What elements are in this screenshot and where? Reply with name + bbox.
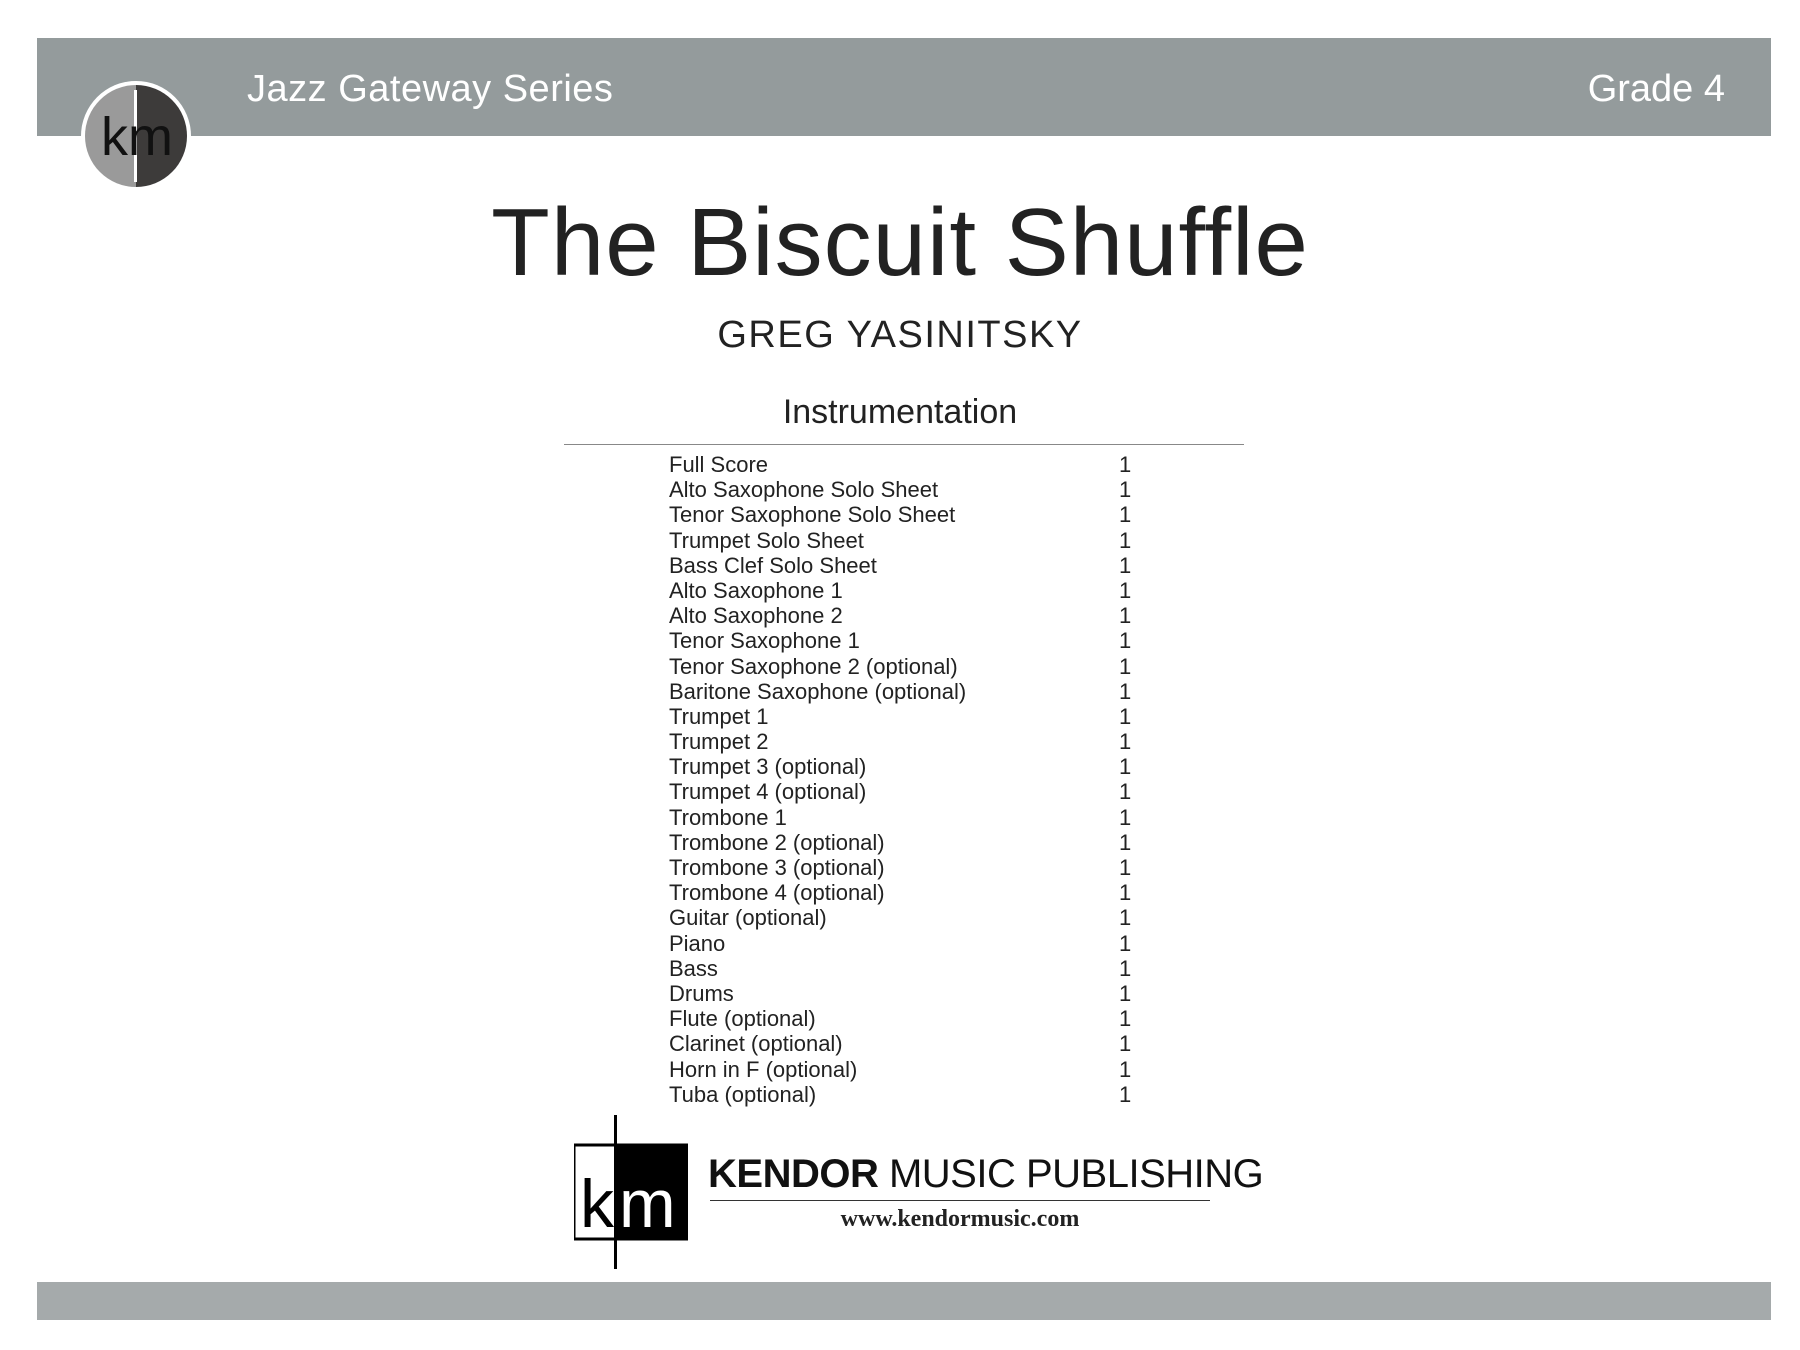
instrumentation-heading: Instrumentation	[782, 393, 1018, 431]
instrument-name: Bass Clef Solo Sheet	[669, 552, 877, 578]
instrument-name: Alto Saxophone 1	[669, 577, 843, 603]
instrument-count: 1	[1119, 855, 1132, 880]
instrument-count: 1	[1119, 905, 1132, 931]
instrument-name: Tenor Saxophone 2 (optional)	[669, 653, 958, 679]
instrument-name: Clarinet (optional)	[669, 1031, 843, 1057]
instrument-name: Tenor Saxophone Solo Sheet	[669, 502, 956, 528]
instrument-count: 1	[1119, 452, 1132, 477]
footer-band	[37, 1282, 1771, 1320]
kendor-logo-k: k	[580, 1166, 614, 1242]
publisher-divider	[710, 1200, 1210, 1201]
instrumentation-divider	[564, 444, 1244, 445]
instrument-count: 1	[1119, 552, 1132, 578]
instrument-count: 1	[1119, 1081, 1132, 1107]
instrumentation-row	[669, 1006, 1149, 1031]
instrument-count: 1	[1119, 502, 1132, 528]
instrumentation-row	[669, 477, 1149, 502]
instrumentation-row	[669, 855, 1149, 880]
instrument-name: Trumpet Solo Sheet	[669, 527, 864, 553]
instrument-count: 1	[1119, 829, 1132, 855]
composer-name: GREG YASINITSKY	[717, 314, 1083, 356]
instrument-name: Horn in F (optional)	[669, 1056, 858, 1082]
instrument-name: Piano	[669, 930, 726, 956]
instrumentation-row	[669, 654, 1149, 679]
km-circle-text: km	[101, 107, 173, 167]
publisher-name-bold: KENDOR	[708, 1152, 879, 1196]
kendor-logo-m: m	[619, 1166, 676, 1242]
instrument-name: Trombone 3 (optional)	[669, 855, 885, 880]
instrument-count: 1	[1119, 1056, 1132, 1082]
instrumentation-row	[669, 779, 1149, 804]
instrument-count: 1	[1119, 703, 1132, 729]
instrument-name: Tenor Saxophone 1	[669, 628, 860, 654]
instrument-name: Trumpet 4 (optional)	[669, 779, 867, 805]
instrument-count: 1	[1119, 804, 1132, 830]
instrument-name: Trombone 4 (optional)	[669, 880, 885, 906]
publisher-name-rest: MUSIC PUBLISHING	[878, 1152, 1264, 1196]
instrument-count: 1	[1119, 477, 1132, 503]
instrumentation-row	[669, 578, 1149, 603]
instrument-name: Alto Saxophone 2	[669, 603, 843, 629]
instrumentation-row	[669, 628, 1149, 653]
series-name: Jazz Gateway Series	[247, 68, 614, 110]
instrumentation-row	[669, 729, 1149, 754]
instrumentation-row	[669, 830, 1149, 855]
instrumentation-row	[669, 956, 1149, 981]
instrument-name: Trumpet 3 (optional)	[669, 754, 867, 780]
grade-label: Grade 4	[1587, 68, 1725, 110]
instrumentation-row	[669, 905, 1149, 930]
instrument-count: 1	[1119, 880, 1132, 906]
instrument-name: Guitar (optional)	[669, 905, 827, 931]
instrument-count: 1	[1119, 930, 1132, 956]
instrument-name: Drums	[669, 980, 734, 1006]
instrumentation-row	[669, 603, 1149, 628]
instrument-count: 1	[1119, 653, 1132, 679]
instrument-count: 1	[1119, 577, 1132, 603]
instrument-count: 1	[1119, 1006, 1132, 1032]
publisher-name	[708, 1152, 1263, 1197]
instrument-count: 1	[1119, 729, 1132, 755]
km-circle-logo	[80, 80, 192, 192]
page-title: The Biscuit Shuffle	[491, 189, 1309, 296]
instrumentation-row	[669, 805, 1149, 830]
instrument-name: Trumpet 2	[669, 729, 769, 755]
instrumentation-row	[669, 880, 1149, 905]
instrument-name: Trombone 2 (optional)	[669, 829, 885, 855]
instrumentation-row	[669, 704, 1149, 729]
instrument-name: Trombone 1	[669, 804, 787, 830]
instrument-count: 1	[1119, 955, 1132, 981]
instrument-name: Bass	[669, 955, 718, 981]
instrumentation-row	[669, 981, 1149, 1006]
instrumentation-row	[669, 553, 1149, 578]
instrument-count: 1	[1119, 678, 1132, 704]
instrument-count: 1	[1119, 779, 1132, 805]
instrumentation-row	[669, 528, 1149, 553]
instrument-name: Full Score	[669, 452, 769, 477]
instrumentation-row	[669, 931, 1149, 956]
instrument-count: 1	[1119, 628, 1132, 654]
instrument-count: 1	[1119, 527, 1132, 553]
kendor-logo	[574, 1115, 688, 1269]
instrument-count: 1	[1119, 754, 1132, 780]
instrument-name: Baritone Saxophone (optional)	[669, 678, 967, 704]
instrumentation-row	[669, 679, 1149, 704]
instrument-count: 1	[1119, 980, 1132, 1006]
instrument-name: Flute (optional)	[669, 1006, 816, 1032]
publisher-url[interactable]: www.kendormusic.com	[840, 1206, 1080, 1232]
instrumentation-row	[669, 1082, 1149, 1107]
instrumentation-list	[669, 452, 1149, 1107]
instrumentation-row	[669, 452, 1149, 477]
instrument-count: 1	[1119, 1031, 1132, 1057]
instrument-count: 1	[1119, 603, 1132, 629]
instrumentation-row	[669, 1031, 1149, 1056]
instrument-name: Alto Saxophone Solo Sheet	[669, 477, 939, 503]
instrument-name: Tuba (optional)	[669, 1081, 817, 1107]
instrumentation-row	[669, 502, 1149, 527]
instrumentation-row	[669, 1057, 1149, 1082]
instrument-name: Trumpet 1	[669, 703, 769, 729]
instrumentation-row	[669, 754, 1149, 779]
